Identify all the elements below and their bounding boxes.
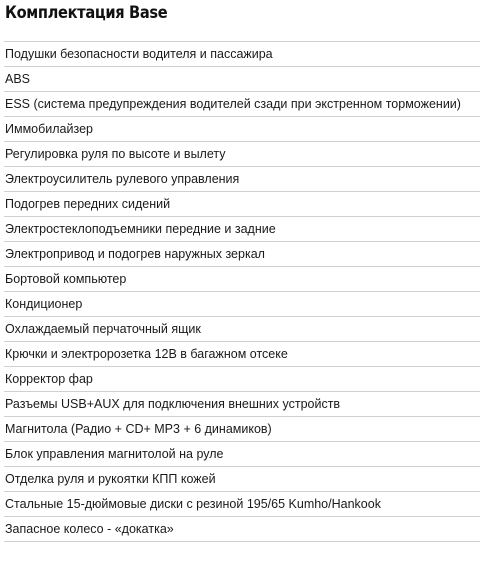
list-item: ESS (система предупреждения водителей сзади при экстренном торможении) [4, 92, 480, 117]
list-item: Электропривод и подогрев наружных зеркал [4, 242, 480, 267]
list-item: Электростеклоподъемники передние и задние [4, 217, 480, 242]
list-item: Подогрев передних сидений [4, 192, 480, 217]
list-item: Иммобилайзер [4, 117, 480, 142]
list-item: Магнитола (Радио + CD+ MP3 + 6 динамиков) [4, 417, 480, 442]
list-item: Охлаждаемый перчаточный ящик [4, 317, 480, 342]
page-title: Комплектация Base [5, 3, 168, 23]
list-item: Стальные 15-дюймовые диски с резиной 195/65 Kumho/Hankook [4, 492, 480, 517]
list-item: Электроусилитель рулевого управления [4, 167, 480, 192]
list-item: Корректор фар [4, 367, 480, 392]
list-item: Подушки безопасности водителя и пассажира [4, 42, 480, 67]
list-item: ABS [4, 67, 480, 92]
list-item: Отделка руля и рукоятки КПП кожей [4, 467, 480, 492]
list-item: Разъемы USB+AUX для подключения внешних устройств [4, 392, 480, 417]
list-item: Крючки и электророзетка 12В в багажном отсеке [4, 342, 480, 367]
list-item: Регулировка руля по высоте и вылету [4, 142, 480, 167]
list-item: Кондиционер [4, 292, 480, 317]
list-item: Запасное колесо - «докатка» [4, 517, 480, 542]
equipment-list [4, 41, 480, 542]
list-item: Бортовой компьютер [4, 267, 480, 292]
list-item: Блок управления магнитолой на руле [4, 442, 480, 467]
